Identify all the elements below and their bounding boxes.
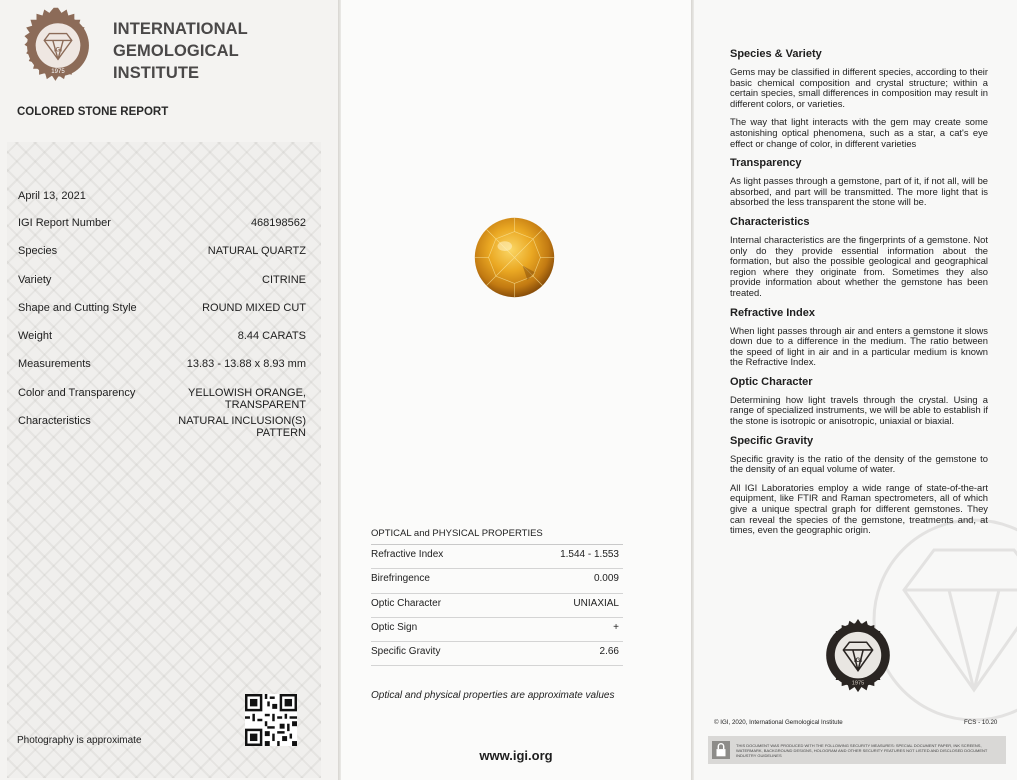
property-label: Optic Sign (371, 621, 418, 633)
table-row (371, 642, 623, 666)
row-label: Color and Transparency (18, 386, 136, 399)
table-row (371, 594, 623, 618)
website-link[interactable]: www.igi.org (479, 748, 553, 763)
row-label: Variety (18, 273, 52, 286)
section-paragraph: Gems may be classified in different species, according to their basic chemical composition and crystal structure; within a certain species, small differences in composition may result in different colors, or varieties. (730, 66, 988, 109)
grading-row (18, 387, 306, 415)
section-heading: Characteristics (730, 215, 810, 228)
grading-results (18, 217, 306, 443)
grading-row (18, 274, 306, 302)
row-value: 13.83 - 13.88 x 8.93 mm (186, 358, 306, 371)
optical-properties-note: Optical and physical properties are approximate values (371, 690, 615, 701)
section-heading: Refractive Index (730, 306, 815, 319)
property-value: UNIAXIAL (573, 597, 619, 609)
optical-properties-table (371, 544, 623, 666)
grading-row (18, 302, 306, 330)
igi-seal-icon (15, 6, 101, 92)
section-heading: Species & Variety (730, 48, 822, 60)
svg-text:1975: 1975 (851, 680, 865, 687)
section-heading: Specific Gravity (730, 434, 814, 447)
info-sections (730, 48, 988, 544)
property-label: Birefringence (371, 573, 430, 585)
institute-name-line2: GEMOLOGICAL (113, 42, 239, 60)
property-label: Optic Character (371, 597, 442, 609)
row-label: Species (18, 245, 58, 258)
row-label: IGI Report Number (18, 217, 111, 229)
section-paragraph: Internal characteristics are the fingerprints of a gemstone. Not only do they provide essential information about the formation, but also the possible geological and geographical region where they originate from. Sometimes they also provide information about whether the gemstone has been treated. (730, 233, 988, 298)
report-panel-right (694, 0, 1017, 780)
institute-name (113, 18, 248, 84)
section-heading: Optic Character (730, 375, 813, 388)
section-paragraph: When light passes through air and enters a gemstone it slows down due to a difference in the medium. The ratio between the speed of light in air and in a particular medium is known the Refractive Index. (730, 324, 988, 368)
grading-row (18, 415, 306, 443)
svg-text:IGI: IGI (853, 658, 863, 664)
institute-name-line3: INSTITUTE (113, 64, 200, 82)
section-paragraph: Determining how light travels through the crystal. Using a range of specialized instruments, we will be able to establish if the stone is isotropic or anisotropic, uniaxial or biaxial. (730, 393, 988, 427)
property-value: 0.009 (593, 573, 619, 585)
row-label: Weight (18, 330, 53, 343)
row-value: NATURAL INCLUSION(S) PATTERN (178, 415, 306, 440)
grading-row (18, 358, 306, 386)
security-features-bar (708, 736, 1006, 764)
property-value: 1.544 - 1.553 (560, 549, 619, 560)
row-value: ROUND MIXED CUT (202, 301, 306, 314)
grading-row (18, 330, 306, 358)
institute-name-line1: INTERNATIONAL (113, 20, 248, 38)
section-heading: Transparency (730, 157, 802, 170)
property-value: + (613, 621, 619, 633)
property-value: 2.66 (599, 646, 619, 658)
row-value: CITRINE (262, 273, 306, 286)
report-title: COLORED STONE REPORT (17, 106, 169, 118)
svg-text:IGI: IGI (53, 47, 63, 54)
section-paragraph: As light passes through a gemstone, part of it, if not all, will be absorbed, and part will be transmitted. The more light that is absorbed the less transparent the stone will be. (730, 175, 988, 208)
row-label: Characteristics (18, 415, 91, 428)
grading-row (18, 245, 306, 273)
report-panel-center (341, 0, 691, 780)
section-paragraph: The way that light interacts with the gem may create some astonishing optical phenomena, such as a star, a cat's eye effect or change of color, in different varieties (730, 116, 988, 149)
row-value: 8.44 CARATS (237, 330, 306, 343)
form-code: FCS - 10.20 (964, 719, 998, 726)
optical-properties-title: OPTICAL and PHYSICAL PROPERTIES (371, 528, 543, 539)
row-value: NATURAL QUARTZ (207, 245, 306, 258)
section-paragraph: All IGI Laboratories employ a wide range of state-of-the-art equipment, like FTIR and Raman spectrometers, all of which give a unique spectral graph for different gemstones. They can reveal the species of the gemstone, treatments and, at times, even the geographic origin. (730, 481, 988, 536)
table-row (371, 569, 623, 593)
row-value: 468198562 (250, 217, 306, 229)
svg-text:1975: 1975 (51, 69, 65, 76)
report-panel-left (0, 0, 338, 780)
photography-note: Photography is approximate (17, 735, 142, 746)
row-label: Measurements (18, 358, 91, 371)
security-features-text: THIS DOCUMENT WAS PRODUCED WITH THE FOLLOWING SECURITY MEASURES: SPECIAL DOCUMENT PAPER, INK SCREENS, WATERMARK, BACKGROUND DESIGNS, HOLOGRAM AND OTHER SECURITY FEATURES NOT LISTED AND DISCLOSED DOCUMENT INDUSTRY GUIDELINES (736, 742, 988, 758)
report-date: April 13, 2021 (18, 190, 86, 202)
row-value: YELLOWISH ORANGE, TRANSPARENT (188, 386, 306, 411)
round-citrine-gem-photo (474, 217, 555, 298)
property-label: Specific Gravity (371, 646, 441, 658)
igi-seal-icon (815, 619, 901, 705)
padlock-icon (712, 741, 730, 759)
property-label: Refractive Index (371, 549, 444, 560)
copyright-note: © IGI, 2020, International Gemological Institute (714, 719, 843, 726)
row-label: Shape and Cutting Style (18, 301, 137, 314)
section-paragraph: Specific gravity is the ratio of the density of the gemstone to the density of an equal volume of water. (730, 452, 988, 475)
table-row (371, 618, 623, 642)
table-row (371, 545, 623, 569)
qr-code-icon[interactable] (245, 694, 297, 746)
grading-row (18, 217, 306, 245)
